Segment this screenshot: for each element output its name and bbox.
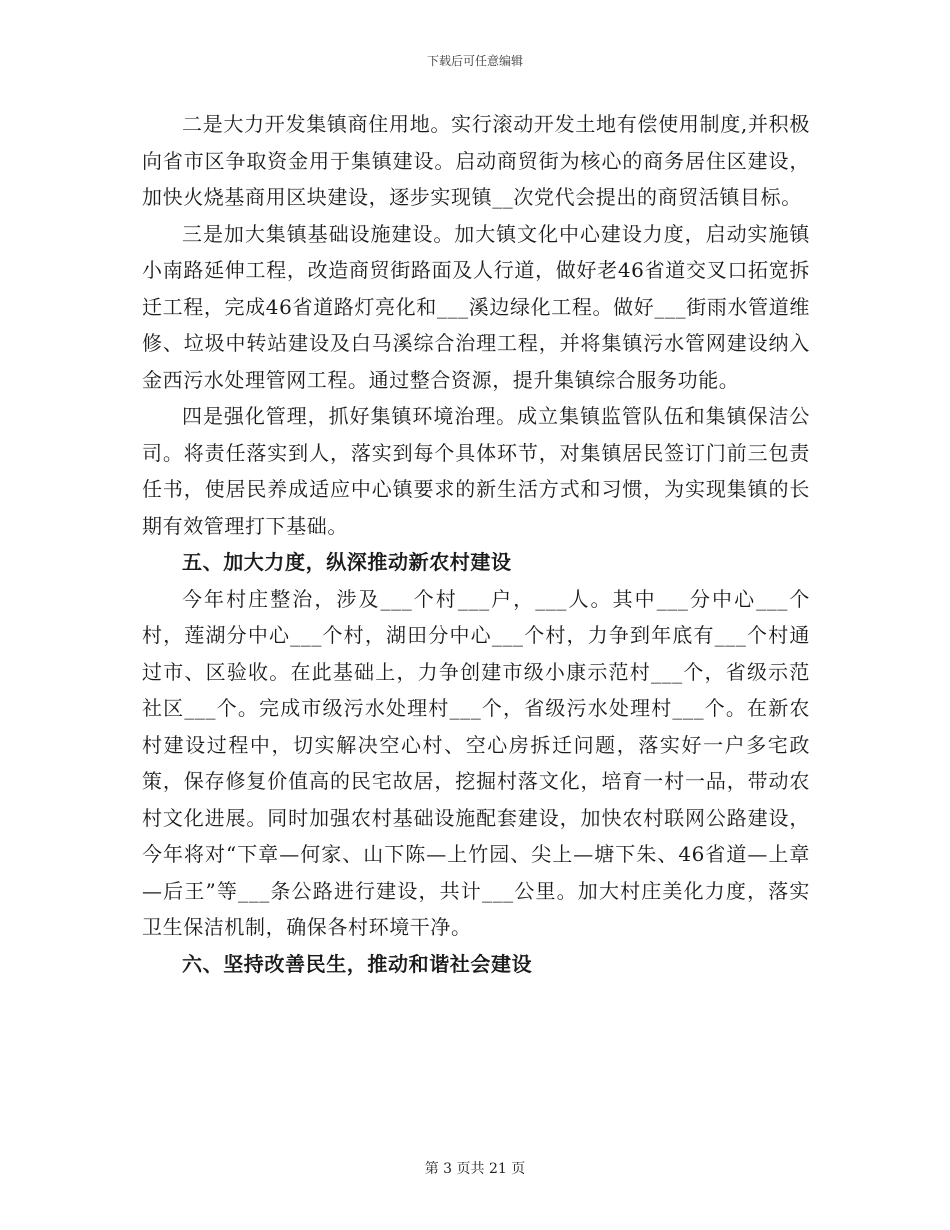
section-heading-5: 五、加大力度，纵深推动新农村建设 — [182, 550, 512, 574]
paragraph-2-commercial-land: 二是大力开发集镇商住用地。实行滚动开发土地有偿使用制度,并积极向省市区争取资金用于集镇建设。启动商贸街为核心的商务居住区建设，加快火烧基商用区块建设，逐步实现镇__次党代会提出的商贸活镇目标。 — [142, 112, 810, 209]
paragraph-4-management: 四是强化管理，抓好集镇环境治理。成立集镇监管队伍和集镇保洁公司。将责任落实到人，落实到每个具体环节，对集镇居民签订门前三包责任书，使居民养成适应中心镇要求的新生活方式和习惯，为实现集镇的长期有效管理打下基础。 — [142, 404, 810, 538]
document-body — [142, 106, 810, 982]
paragraph-3-infrastructure: 三是加大集镇基础设施建设。加大镇文化中心建设力度，启动实施镇小南路延伸工程，改造商贸街路面及人行道，做好老46省道交叉口拓宽拆迁工程，完成46省道路灯亮化和___溪边绿化工程。做好___街雨水管道维修、垃圾中转站建设及白马溪综合治理工程，并将集镇污水管网建设纳入金西污水处理管网工程。通过整合资源，提升集镇综合服务功能。 — [142, 221, 810, 392]
page-footer: 第 3 页共 21 页 — [424, 1161, 526, 1177]
section-heading-6: 六、坚持改善民生，推动和谐社会建设 — [182, 951, 533, 976]
paragraph-village-renovation: 今年村庄整治，涉及___个村___户，___人。其中___分中心___个村，莲湖分中心___个村，湖田分中心___个村，力争到年底有___个村通过市、区验收。在此基础上，力争创建市级小康示范村___个，省级示范社区___个。完成市级污水处理村___个，省级污水处理村___个。在新农村建设过程中，切实解决空心村、空心房拆迁问题，落实好一户多宅政策，保存修复价值高的民宅故居，挖掘村落文化，培育一村一品，带动农村文化进展。同时加强农村基础设施配套建设，加快农村联网公路建设，今年将对“下章—何家、山下陈—上竹园、尖上—塘下朱、46省道—上章—后王”等___条公路进行建设，共计___公里。加大村庄美化力度，落实卫生保洁机制，确保各村环境干净。 — [142, 586, 810, 939]
page-header: 下载后可任意编辑 — [426, 54, 523, 68]
